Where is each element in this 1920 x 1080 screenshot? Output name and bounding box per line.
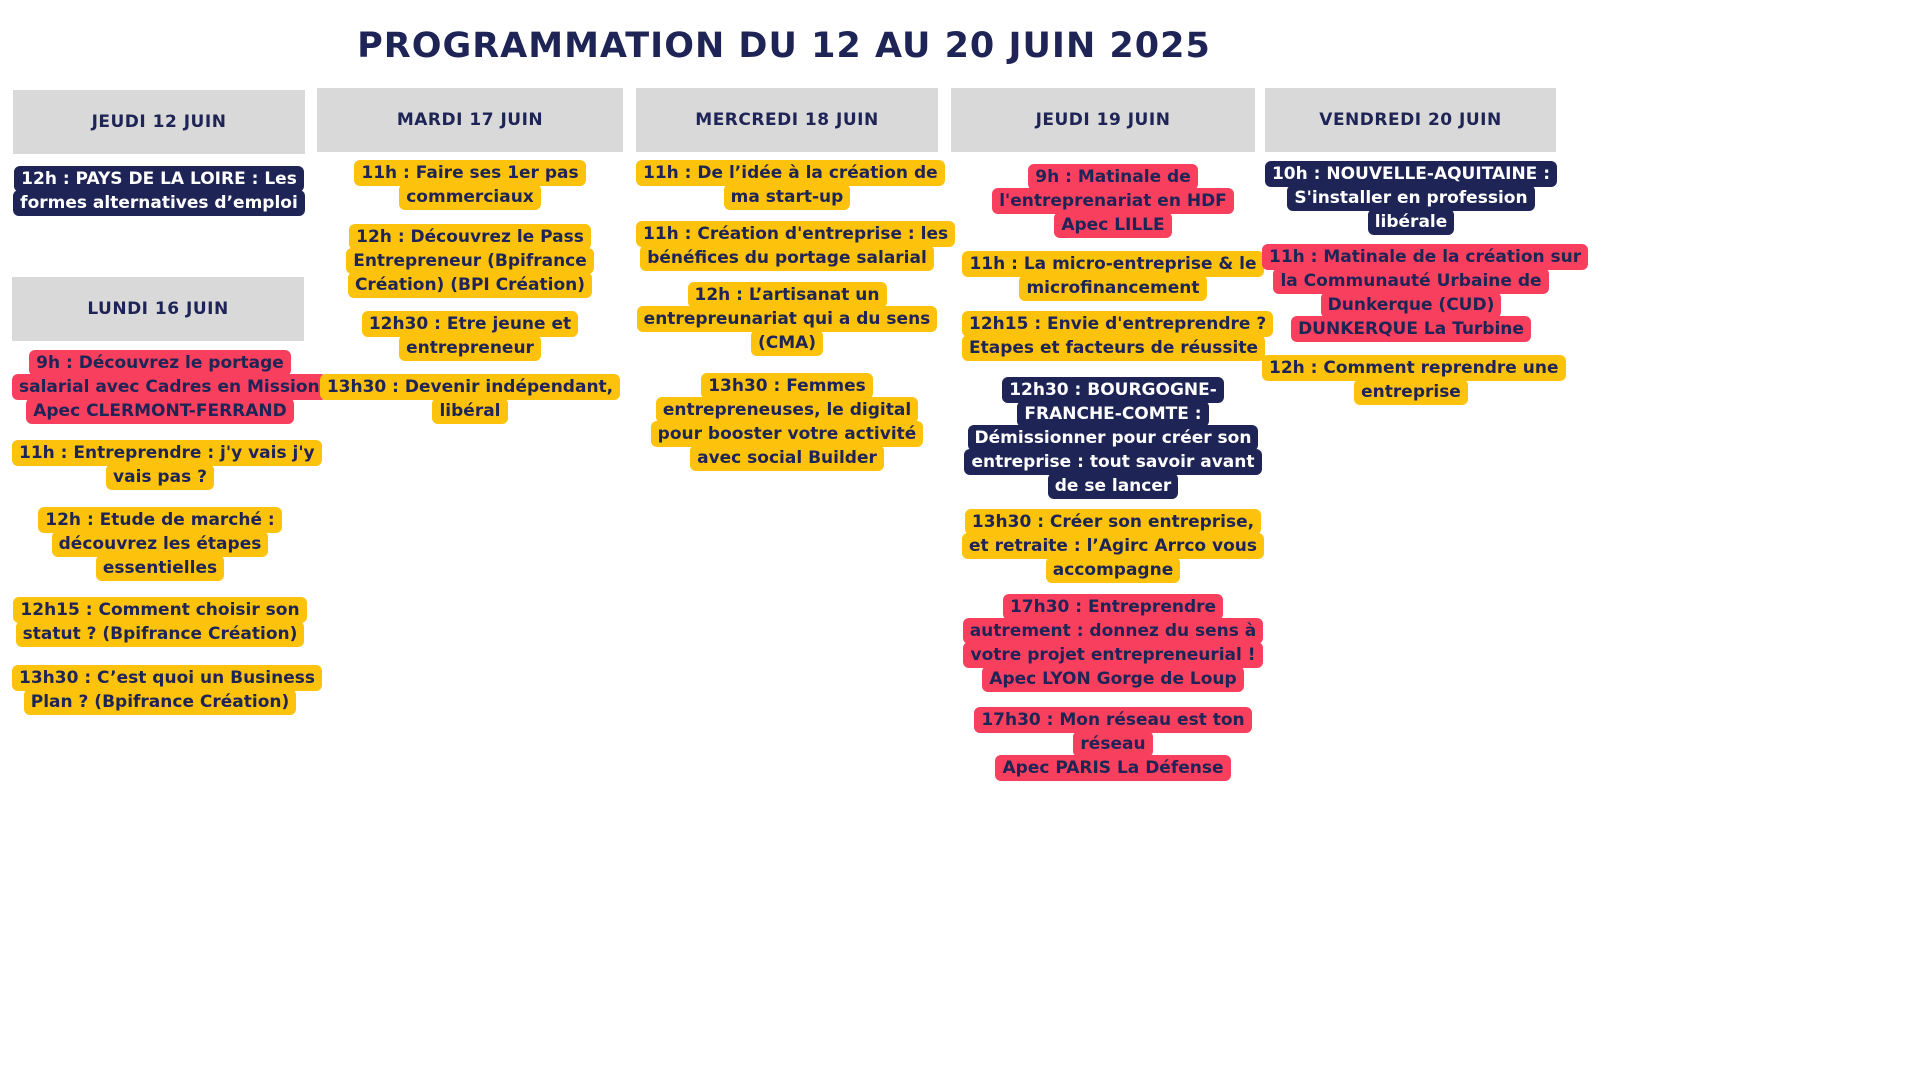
event-line: statut ? (Bpifrance Création) xyxy=(22,624,298,644)
event-line: 12h : L’artisanat un xyxy=(694,285,880,305)
day-header-jeudi-12: JEUDI 12 JUIN xyxy=(13,90,305,154)
event-text xyxy=(12,440,322,490)
event-text xyxy=(12,665,322,715)
event-line: S'installer en profession xyxy=(1294,188,1528,208)
event-line: 12h : Comment reprendre une xyxy=(1269,358,1559,378)
event-text xyxy=(974,707,1251,781)
event-line: 11h : Faire ses 1er pas xyxy=(361,163,579,183)
event-line: 11h : Matinale de la création sur xyxy=(1269,247,1582,267)
event-item xyxy=(962,252,1264,300)
event-item xyxy=(636,222,949,270)
event-item xyxy=(317,312,623,360)
event-line: microfinancement xyxy=(1026,278,1200,298)
event-line: 10h : NOUVELLE-AQUITAINE : xyxy=(1271,164,1551,184)
event-line: 13h30 : Devenir indépendant, xyxy=(326,377,614,397)
day-header-mardi-17: MARDI 17 JUIN xyxy=(317,88,623,152)
event-line: 13h30 : C’est quoi un Business xyxy=(19,668,315,688)
event-text xyxy=(1262,244,1588,342)
event-line: libéral xyxy=(439,401,501,421)
event-line: salarial avec Cadres en Mission xyxy=(19,377,320,397)
event-line: 12h15 : Comment choisir son xyxy=(20,600,300,620)
event-item xyxy=(962,595,1264,691)
event-text xyxy=(13,166,305,216)
event-line: essentielles xyxy=(102,558,218,578)
event-line: DUNKERQUE La Turbine xyxy=(1298,319,1524,339)
event-line: 11h : Entreprendre : j'y vais j'y xyxy=(19,443,315,463)
event-text xyxy=(346,224,594,298)
event-line: (CMA) xyxy=(757,333,817,353)
event-line: FRANCHE-COMTE : xyxy=(1024,404,1202,424)
event-text xyxy=(963,594,1264,692)
day-header-lundi-16: LUNDI 16 JUIN xyxy=(12,277,304,341)
event-line: commerciaux xyxy=(406,187,534,207)
event-text xyxy=(636,160,945,210)
event-line: votre projet entrepreneurial ! xyxy=(970,645,1256,665)
event-text xyxy=(320,374,620,424)
event-line: 12h : Etude de marché : xyxy=(45,510,275,530)
day-header-jeudi-19: JEUDI 19 JUIN xyxy=(951,88,1255,152)
event-line: accompagne xyxy=(1052,560,1174,580)
event-line: Etapes et facteurs de réussite xyxy=(969,338,1258,358)
event-text xyxy=(962,251,1263,301)
event-line: Entrepreneur (Bpifrance xyxy=(353,251,587,271)
event-line: Plan ? (Bpifrance Création) xyxy=(30,692,290,712)
event-text xyxy=(1265,161,1557,235)
event-item xyxy=(962,378,1264,498)
event-item xyxy=(962,312,1267,360)
event-line: 11h : Création d'entreprise : les xyxy=(643,224,949,244)
event-line: 13h30 : Créer son entreprise, xyxy=(971,512,1255,532)
event-text xyxy=(962,311,1273,361)
event-line: entrepreneur xyxy=(406,338,534,358)
event-line: Apec LYON Gorge de Loup xyxy=(989,669,1237,689)
event-item xyxy=(12,351,320,423)
event-line: la Communauté Urbaine de xyxy=(1280,271,1542,291)
event-item xyxy=(13,167,305,215)
event-item xyxy=(636,374,938,470)
event-item xyxy=(12,666,315,714)
event-line: libérale xyxy=(1374,212,1448,232)
event-item xyxy=(962,708,1264,780)
event-item xyxy=(962,510,1264,582)
event-line: 12h30 : BOURGOGNE- xyxy=(1009,380,1217,400)
event-line: vais pas ? xyxy=(113,467,207,487)
event-text xyxy=(12,350,327,424)
event-line: découvrez les étapes xyxy=(58,534,262,554)
page-title: PROGRAMMATION DU 12 AU 20 JUIN 2025 xyxy=(357,26,1211,66)
event-item xyxy=(12,598,308,646)
event-line: de se lancer xyxy=(1054,476,1172,496)
event-line: Apec PARIS La Défense xyxy=(1002,758,1224,778)
event-line: 17h30 : Mon réseau est ton xyxy=(981,710,1245,730)
event-text xyxy=(354,160,585,210)
event-item xyxy=(12,508,308,580)
event-line: et retraite : l’Agirc Arrco vous xyxy=(969,536,1257,556)
event-line: 11h : De l’idée à la création de xyxy=(643,163,938,183)
event-line: autrement : donnez du sens à xyxy=(969,621,1257,641)
event-line: entrepreunariat qui a du sens xyxy=(643,309,931,329)
event-line: formes alternatives d’emploi xyxy=(20,193,298,213)
event-line: 9h : Découvrez le portage xyxy=(36,353,284,373)
event-line: l'entreprenariat en HDF xyxy=(999,191,1227,211)
event-text xyxy=(637,282,938,356)
event-text xyxy=(964,377,1261,499)
event-item xyxy=(1262,245,1582,341)
event-line: entreprise xyxy=(1361,382,1461,402)
event-item xyxy=(317,375,623,423)
event-line: 17h30 : Entreprendre xyxy=(1009,597,1217,617)
event-text xyxy=(13,597,306,647)
event-text xyxy=(962,509,1264,583)
event-text xyxy=(992,164,1234,238)
event-line: entrepreneuses, le digital xyxy=(662,400,912,420)
event-item xyxy=(12,441,315,489)
event-line: avec social Builder xyxy=(697,448,877,468)
event-line: Démissionner pour créer son xyxy=(974,428,1252,448)
event-line: 9h : Matinale de xyxy=(1035,167,1191,187)
event-line: 12h : PAYS DE LA LOIRE : Les xyxy=(21,169,297,189)
event-item xyxy=(317,225,623,297)
event-line: Dunkerque (CUD) xyxy=(1327,295,1495,315)
event-line: pour booster votre activité xyxy=(657,424,917,444)
event-line: 12h30 : Etre jeune et xyxy=(368,314,572,334)
event-line: entreprise : tout savoir avant xyxy=(971,452,1255,472)
event-item xyxy=(1262,356,1560,404)
event-line: 13h30 : Femmes xyxy=(708,376,866,396)
event-line: 11h : La micro-entreprise & le xyxy=(969,254,1257,274)
event-text xyxy=(636,221,955,271)
event-item xyxy=(962,165,1264,237)
event-text xyxy=(651,373,924,471)
event-line: 12h15 : Envie d'entreprendre ? xyxy=(969,314,1267,334)
event-line: réseau xyxy=(1080,734,1146,754)
day-header-vendredi-20: VENDREDI 20 JUIN xyxy=(1265,88,1556,152)
event-text xyxy=(1262,355,1566,405)
event-line: 12h : Découvrez le Pass xyxy=(356,227,584,247)
event-item xyxy=(1262,162,1560,234)
event-text xyxy=(362,311,578,361)
day-header-mercredi-18: MERCREDI 18 JUIN xyxy=(636,88,938,152)
event-item xyxy=(636,161,938,209)
event-line: Apec CLERMONT-FERRAND xyxy=(33,401,287,421)
event-line: Création) (BPI Création) xyxy=(354,275,586,295)
event-line: Apec LILLE xyxy=(1061,215,1165,235)
event-line: ma start-up xyxy=(730,187,844,207)
event-item xyxy=(636,283,938,355)
event-text xyxy=(38,507,281,581)
event-line: bénéfices du portage salarial xyxy=(647,248,927,268)
event-item xyxy=(317,161,623,209)
